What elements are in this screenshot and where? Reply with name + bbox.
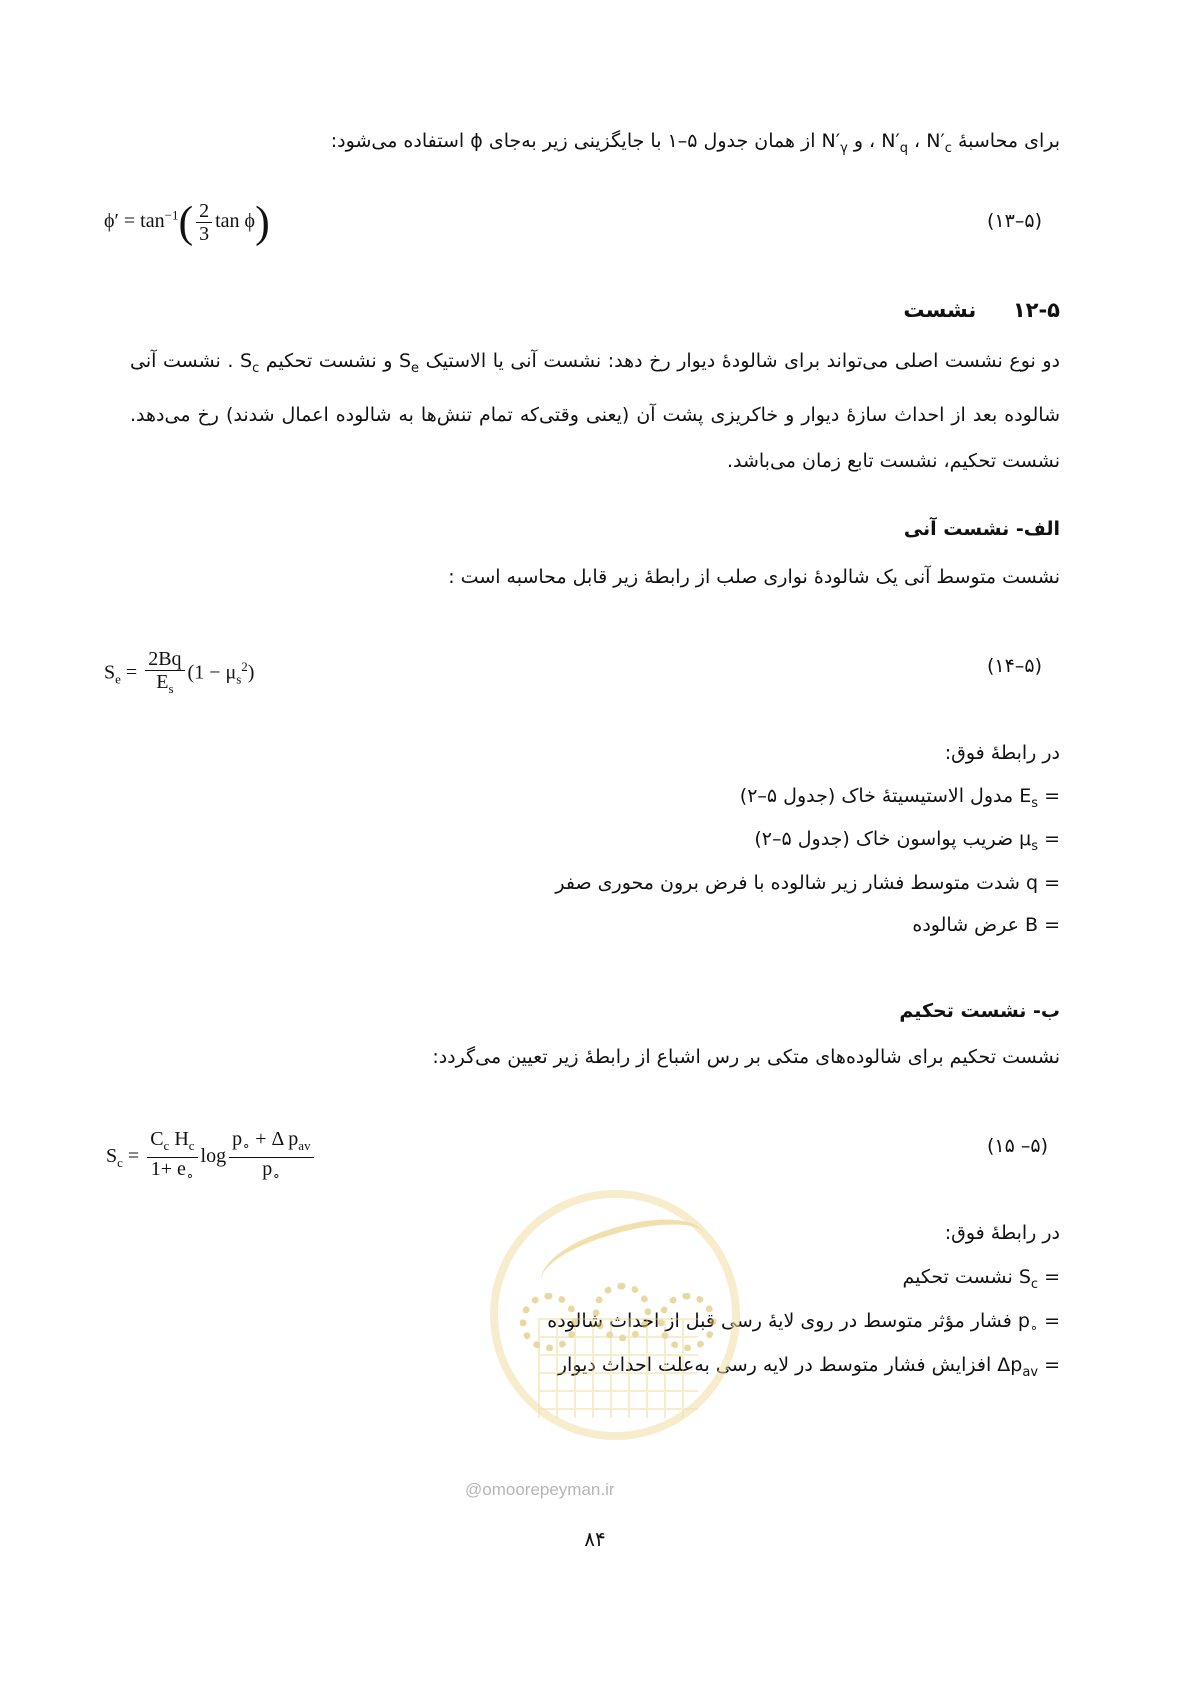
equation-15-number: (۵– ۱۵) xyxy=(987,1135,1049,1157)
watermark-url: @omoorepeyman.ir xyxy=(465,1480,615,1499)
definition-b: B = عرض شالوده xyxy=(912,914,1060,936)
subsection-b-title: ب- نشست تحکیم xyxy=(899,1000,1060,1022)
section-heading xyxy=(903,298,1060,322)
subsection-a-text: نشست متوسط آنی یک شالودهٔ نواری صلب از رابطهٔ زیر قابل محاسبه است : xyxy=(448,566,1060,588)
definition-delta-pav: $\Delta p_{av}$ = افزایش فشار متوسط در لایه رسی به‌علت احداث دیوار xyxy=(557,1354,1060,1380)
where-label-2: در رابطهٔ فوق: xyxy=(944,1222,1060,1244)
definition-es: $E_s$ = مدول الاستیسیتهٔ خاک (جدول ۵–۲) xyxy=(739,785,1060,811)
definition-q: q = شدت متوسط فشار زیر شالوده با فرض برون محوری صفر xyxy=(555,872,1060,894)
subsection-a-title: الف- نشست آنی xyxy=(903,518,1060,540)
watermark-logo xyxy=(490,1190,740,1440)
gear-icon xyxy=(593,1283,651,1341)
subsection-b-text: نشست تحکیم برای شالوده‌های متکی بر رس اشباع از رابطهٔ زیر تعیین می‌گردد: xyxy=(432,1046,1060,1068)
equation-13: $\phi' = \tan^{-1}$( $\frac{2}{3}$ tan ϕ) xyxy=(104,197,270,247)
definition-p0: $p_\circ$ = فشار مؤثر متوسط در روی لایهٔ رسی قبل از احداث شالوده xyxy=(547,1310,1060,1336)
gear-icon xyxy=(520,1293,578,1351)
section-number: ۱۲-۵ xyxy=(1012,298,1060,322)
where-label-1: در رابطهٔ فوق: xyxy=(944,742,1060,764)
definition-mu-s: $\mu_s$ = ضریب پواسون خاک (جدول ۵–۲) xyxy=(754,828,1060,854)
intro-line: برای محاسبهٔ $N'_c$ ، $N'_q$ ، و $N'_\gamma$ از همان جدول ۵–۱ با جایگزینی زیر به‌جای ϕ استفاده می‌شود: xyxy=(330,130,1060,156)
definition-sc: $S_c$ = نشست تحکیم xyxy=(902,1266,1060,1292)
equation-15: $S_c$ = $\frac{C_c H_c}{1+ e_\circ}$ log $\frac{p_\circ + \Delta p_{av}}{p_\circ}$ xyxy=(106,1128,317,1187)
page-number: ۸۴ xyxy=(584,1527,606,1551)
equation-14: $S_e$ = $\frac{2Bq}{E_s}$ $(1 - \mu_s^2)$ xyxy=(104,648,255,696)
gear-icon xyxy=(658,1293,716,1351)
equation-14-number: (۵–۱۴) xyxy=(987,655,1042,677)
section-title: نشست xyxy=(903,298,977,322)
equation-13-number: (۵–۱۳) xyxy=(987,210,1042,232)
section-paragraph: دو نوع نشست اصلی می‌تواند برای شالودهٔ دیوار رخ دهد: نشست آنی یا الاستیک $S_e$ و نشست تحکیم $S_c$ . نشست آنی شالوده بعد از احداث سازهٔ دیوار و خاکریزی پشت آن (یعنی وقتی‌که تمام تنش‌ها به شالوده اعمال شدند) رخ می‌دهد. نشست تحکیم، نشست تابع زمان می‌باشد. xyxy=(130,350,1061,472)
